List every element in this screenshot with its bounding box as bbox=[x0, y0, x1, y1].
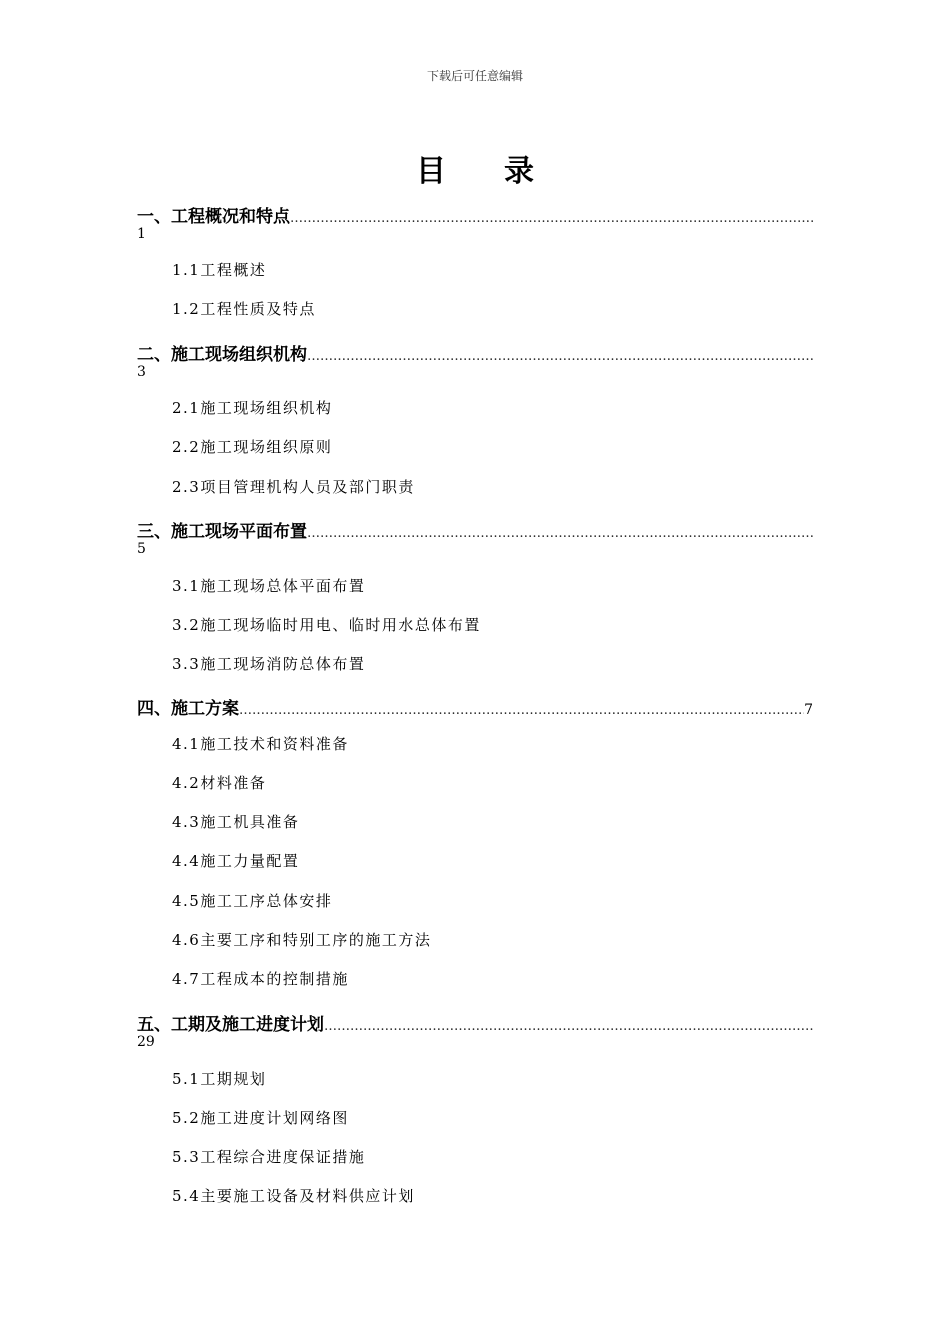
toc-subitem[interactable]: 4.1施工技术和资料准备 bbox=[172, 735, 349, 753]
toc-section-title: 五、工期及施工进度计划 bbox=[137, 1015, 324, 1032]
dot-leader bbox=[239, 703, 804, 716]
toc-subitem[interactable]: 3.2施工现场临时用电、临时用水总体布置 bbox=[172, 616, 481, 634]
toc-section-2[interactable] bbox=[137, 340, 813, 382]
toc-subitem[interactable]: 2.2施工现场组织原则 bbox=[172, 438, 333, 456]
toc-page-number: 7 bbox=[804, 702, 813, 716]
toc-subitem[interactable]: 5.3工程综合进度保证措施 bbox=[172, 1148, 366, 1166]
toc-subitem[interactable]: 4.2材料准备 bbox=[172, 774, 267, 792]
toc-subitem[interactable]: 1.2工程性质及特点 bbox=[172, 300, 316, 318]
toc-subitem[interactable]: 2.3项目管理机构人员及部门职责 bbox=[172, 478, 415, 496]
toc-page-number: 5 bbox=[137, 541, 146, 557]
toc-section-title: 四、施工方案 bbox=[137, 699, 239, 716]
dot-leader bbox=[307, 349, 813, 362]
dot-leader bbox=[290, 211, 813, 224]
header-note: 下载后可任意编辑 bbox=[426, 69, 523, 83]
toc-subitem[interactable]: 4.6主要工序和特别工序的施工方法 bbox=[172, 931, 432, 949]
toc-subitem[interactable]: 3.3施工现场消防总体布置 bbox=[172, 655, 366, 673]
toc-subitem[interactable]: 4.3施工机具准备 bbox=[172, 813, 300, 831]
toc-page-number: 29 bbox=[137, 1034, 155, 1050]
toc-subitem[interactable]: 4.5施工工序总体安排 bbox=[172, 892, 333, 910]
toc-section-1[interactable] bbox=[137, 202, 813, 244]
toc-page-number: 1 bbox=[137, 226, 146, 242]
dot-leader bbox=[307, 526, 813, 539]
toc-subitem[interactable]: 5.1工期规划 bbox=[172, 1070, 267, 1088]
toc-subitem[interactable]: 4.7工程成本的控制措施 bbox=[172, 970, 349, 988]
toc-subitem[interactable]: 4.4施工力量配置 bbox=[172, 852, 300, 870]
toc-subitem[interactable]: 2.1施工现场组织机构 bbox=[172, 399, 333, 417]
toc-section-title: 三、施工现场平面布置 bbox=[137, 522, 307, 539]
toc-subitem[interactable]: 1.1工程概述 bbox=[172, 261, 267, 279]
toc-section-title: 一、工程概况和特点 bbox=[137, 207, 290, 224]
toc-subitem[interactable]: 5.2施工进度计划网络图 bbox=[172, 1109, 349, 1127]
toc-section-3[interactable] bbox=[137, 517, 813, 559]
toc-section-5[interactable] bbox=[137, 1010, 813, 1052]
toc-subitem[interactable]: 5.4主要施工设备及材料供应计划 bbox=[172, 1187, 415, 1205]
toc-section-title: 二、施工现场组织机构 bbox=[137, 345, 307, 362]
toc-subitem[interactable]: 3.1施工现场总体平面布置 bbox=[172, 577, 366, 595]
dot-leader bbox=[324, 1019, 813, 1032]
page-title: 目录 bbox=[416, 154, 592, 189]
toc-page-number: 3 bbox=[137, 364, 146, 380]
toc-section-4[interactable] bbox=[137, 694, 813, 716]
